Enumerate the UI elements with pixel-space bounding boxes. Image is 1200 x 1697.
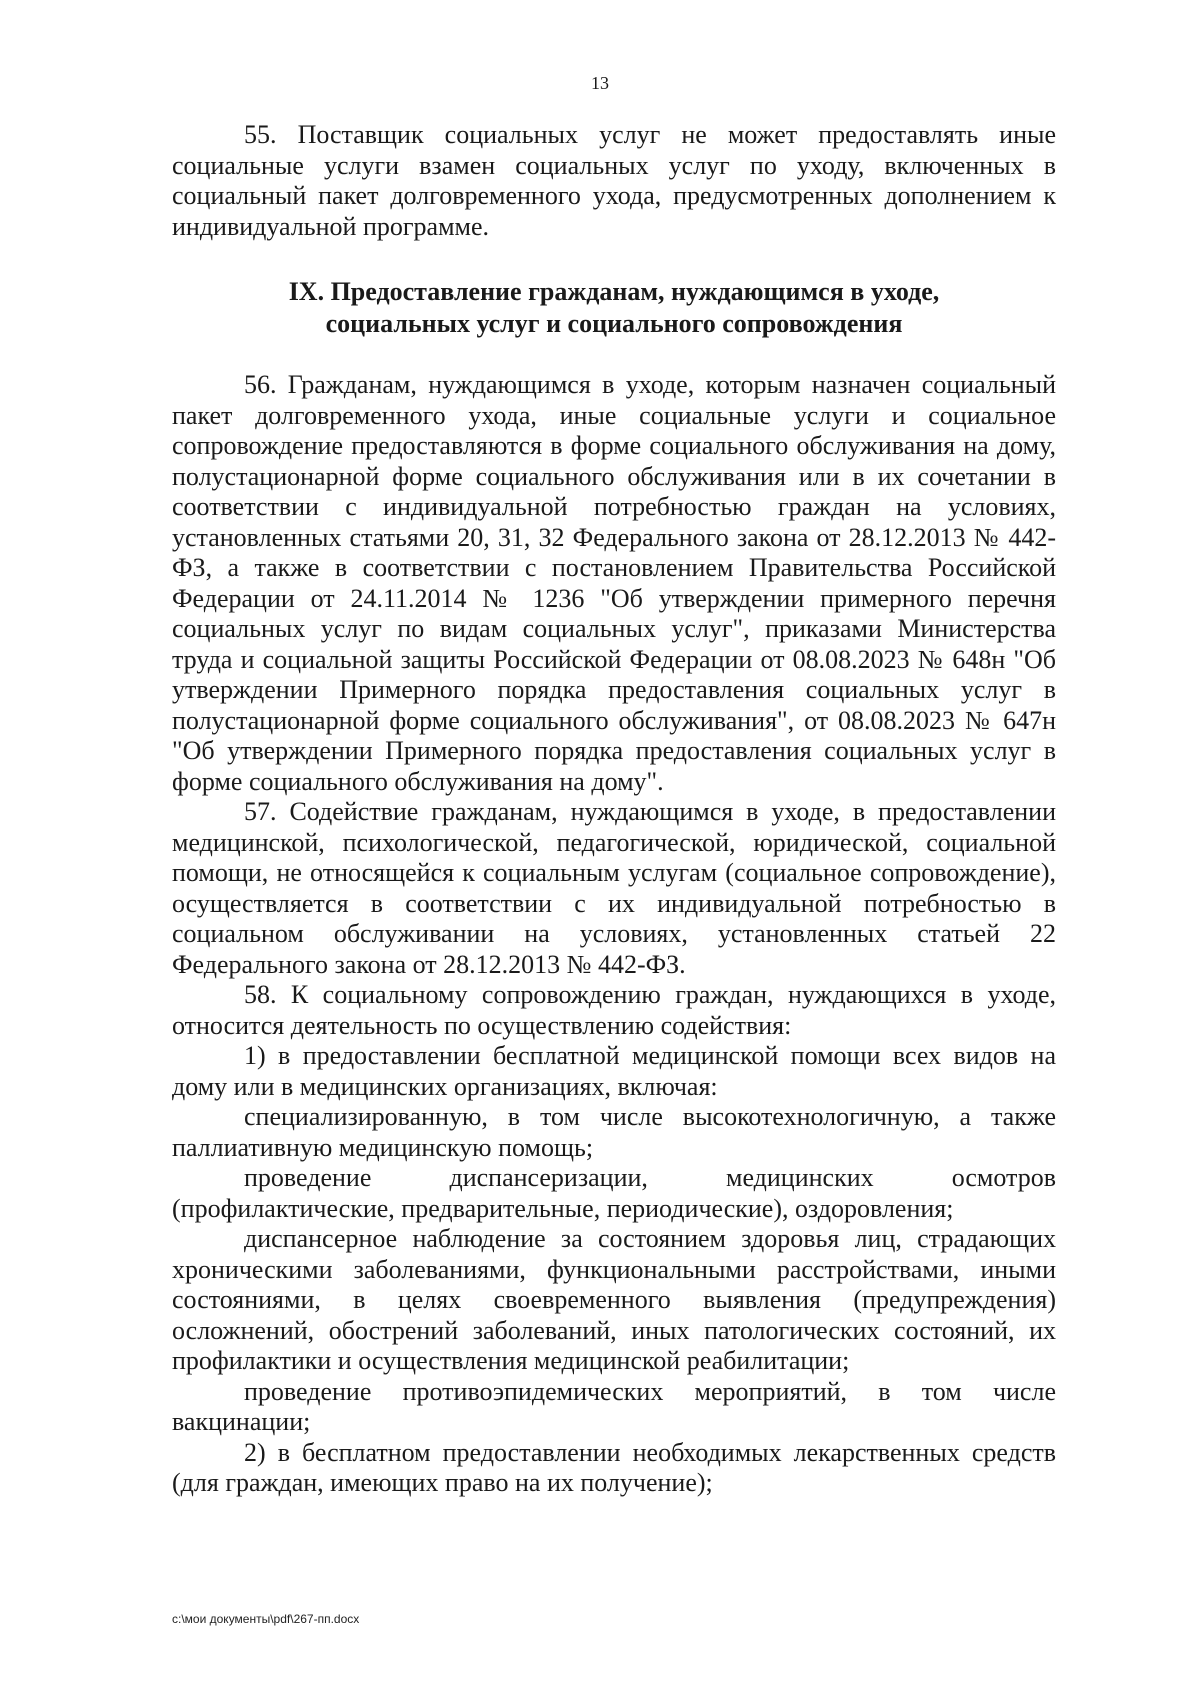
paragraph-55: 55. Поставщик социальных услуг не может предоставлять иные социальные услуги взамен социальных услуг по уходу, включенных в социальный пакет долговременного ухода, предусмотренных дополнением к индивидуальной программе. (172, 120, 1056, 241)
section-heading-line-2: социальных услуг и социального сопровождения (325, 309, 903, 338)
section-heading (172, 276, 1056, 340)
paragraph-58-item-1: 1) в предоставлении бесплатной медицинской помощи всех видов на дому или в медицинских организациях, включая: (172, 1041, 1056, 1101)
paragraph-58-item-1-observation: диспансерное наблюдение за состоянием здоровья лиц, страдающих хроническими заболеваниями, функциональными расстройствами, иными состояниями, в целях своевременного выявления (предупреждения) осложнений, обострений заболеваний, иных патологических состояний, их профилактики и осуществления медицинской реабилитации; (172, 1224, 1056, 1375)
section-heading-line-1: IX. Предоставление гражданам, нуждающимся в уходе, (288, 277, 940, 306)
footer-file-path: c:\мои документы\pdf\267-пп.docx (172, 1612, 360, 1626)
paragraph-58: 58. К социальному сопровождению граждан, нуждающихся в уходе, относится деятельность по осуществлению содействия: (172, 980, 1056, 1040)
paragraph-58-item-1-specialized: специализированную, в том числе высокотехнологичную, а также паллиативную медицинскую помощь; (172, 1102, 1056, 1162)
paragraph-58-item-1-dispensarization: проведение диспансеризации, медицинских осмотров (профилактические, предварительные, периодические), оздоровления; (172, 1163, 1056, 1223)
page-number: 13 (591, 73, 609, 93)
paragraph-57: 57. Содействие гражданам, нуждающимся в уходе, в предоставлении медицинской, психологической, педагогической, юридической, социальной помощи, не относящейся к социальным услугам (социальное сопровождение), осуществляется в соответствии с их индивидуальной потребностью в социальном обслуживании на условиях, установленных статьей 22 Федерального закона от 28.12.2013 № 442-ФЗ. (172, 797, 1056, 979)
document-body (172, 120, 1056, 1499)
paragraph-58-item-1-epidemic: проведение противоэпидемических мероприятий, в том числе вакцинации; (172, 1376, 1056, 1436)
paragraph-56: 56. Гражданам, нуждающимся в уходе, которым назначен социальный пакет долговременного ухода, иные социальные услуги и социальное сопровождение предоставляются в форме социального обслуживания на дому, полустационарной форме социального обслуживания или в их сочетании в соответствии с индивидуальной потребностью граждан на условиях, установленных статьями 20, 31, 32 Федерального закона от 28.12.2013 № 442-ФЗ, а также в соответствии с постановлением Правительства Российской Федерации от 24.11.2014 № 1236 "Об утверждении примерного перечня социальных услуг по видам социальных услуг", приказами Министерства труда и социальной защиты Российской Федерации от 08.08.2023 № 648н "Об утверждении Примерного порядка предоставления социальных услуг в полустационарной форме социального обслуживания", от 08.08.2023 № 647н "Об утверждении Примерного порядка предоставления социальных услуг в форме социального обслуживания на дому". (172, 370, 1056, 796)
paragraph-58-item-2: 2) в бесплатном предоставлении необходимых лекарственных средств (для граждан, имеющих право на их получение); (172, 1437, 1056, 1497)
